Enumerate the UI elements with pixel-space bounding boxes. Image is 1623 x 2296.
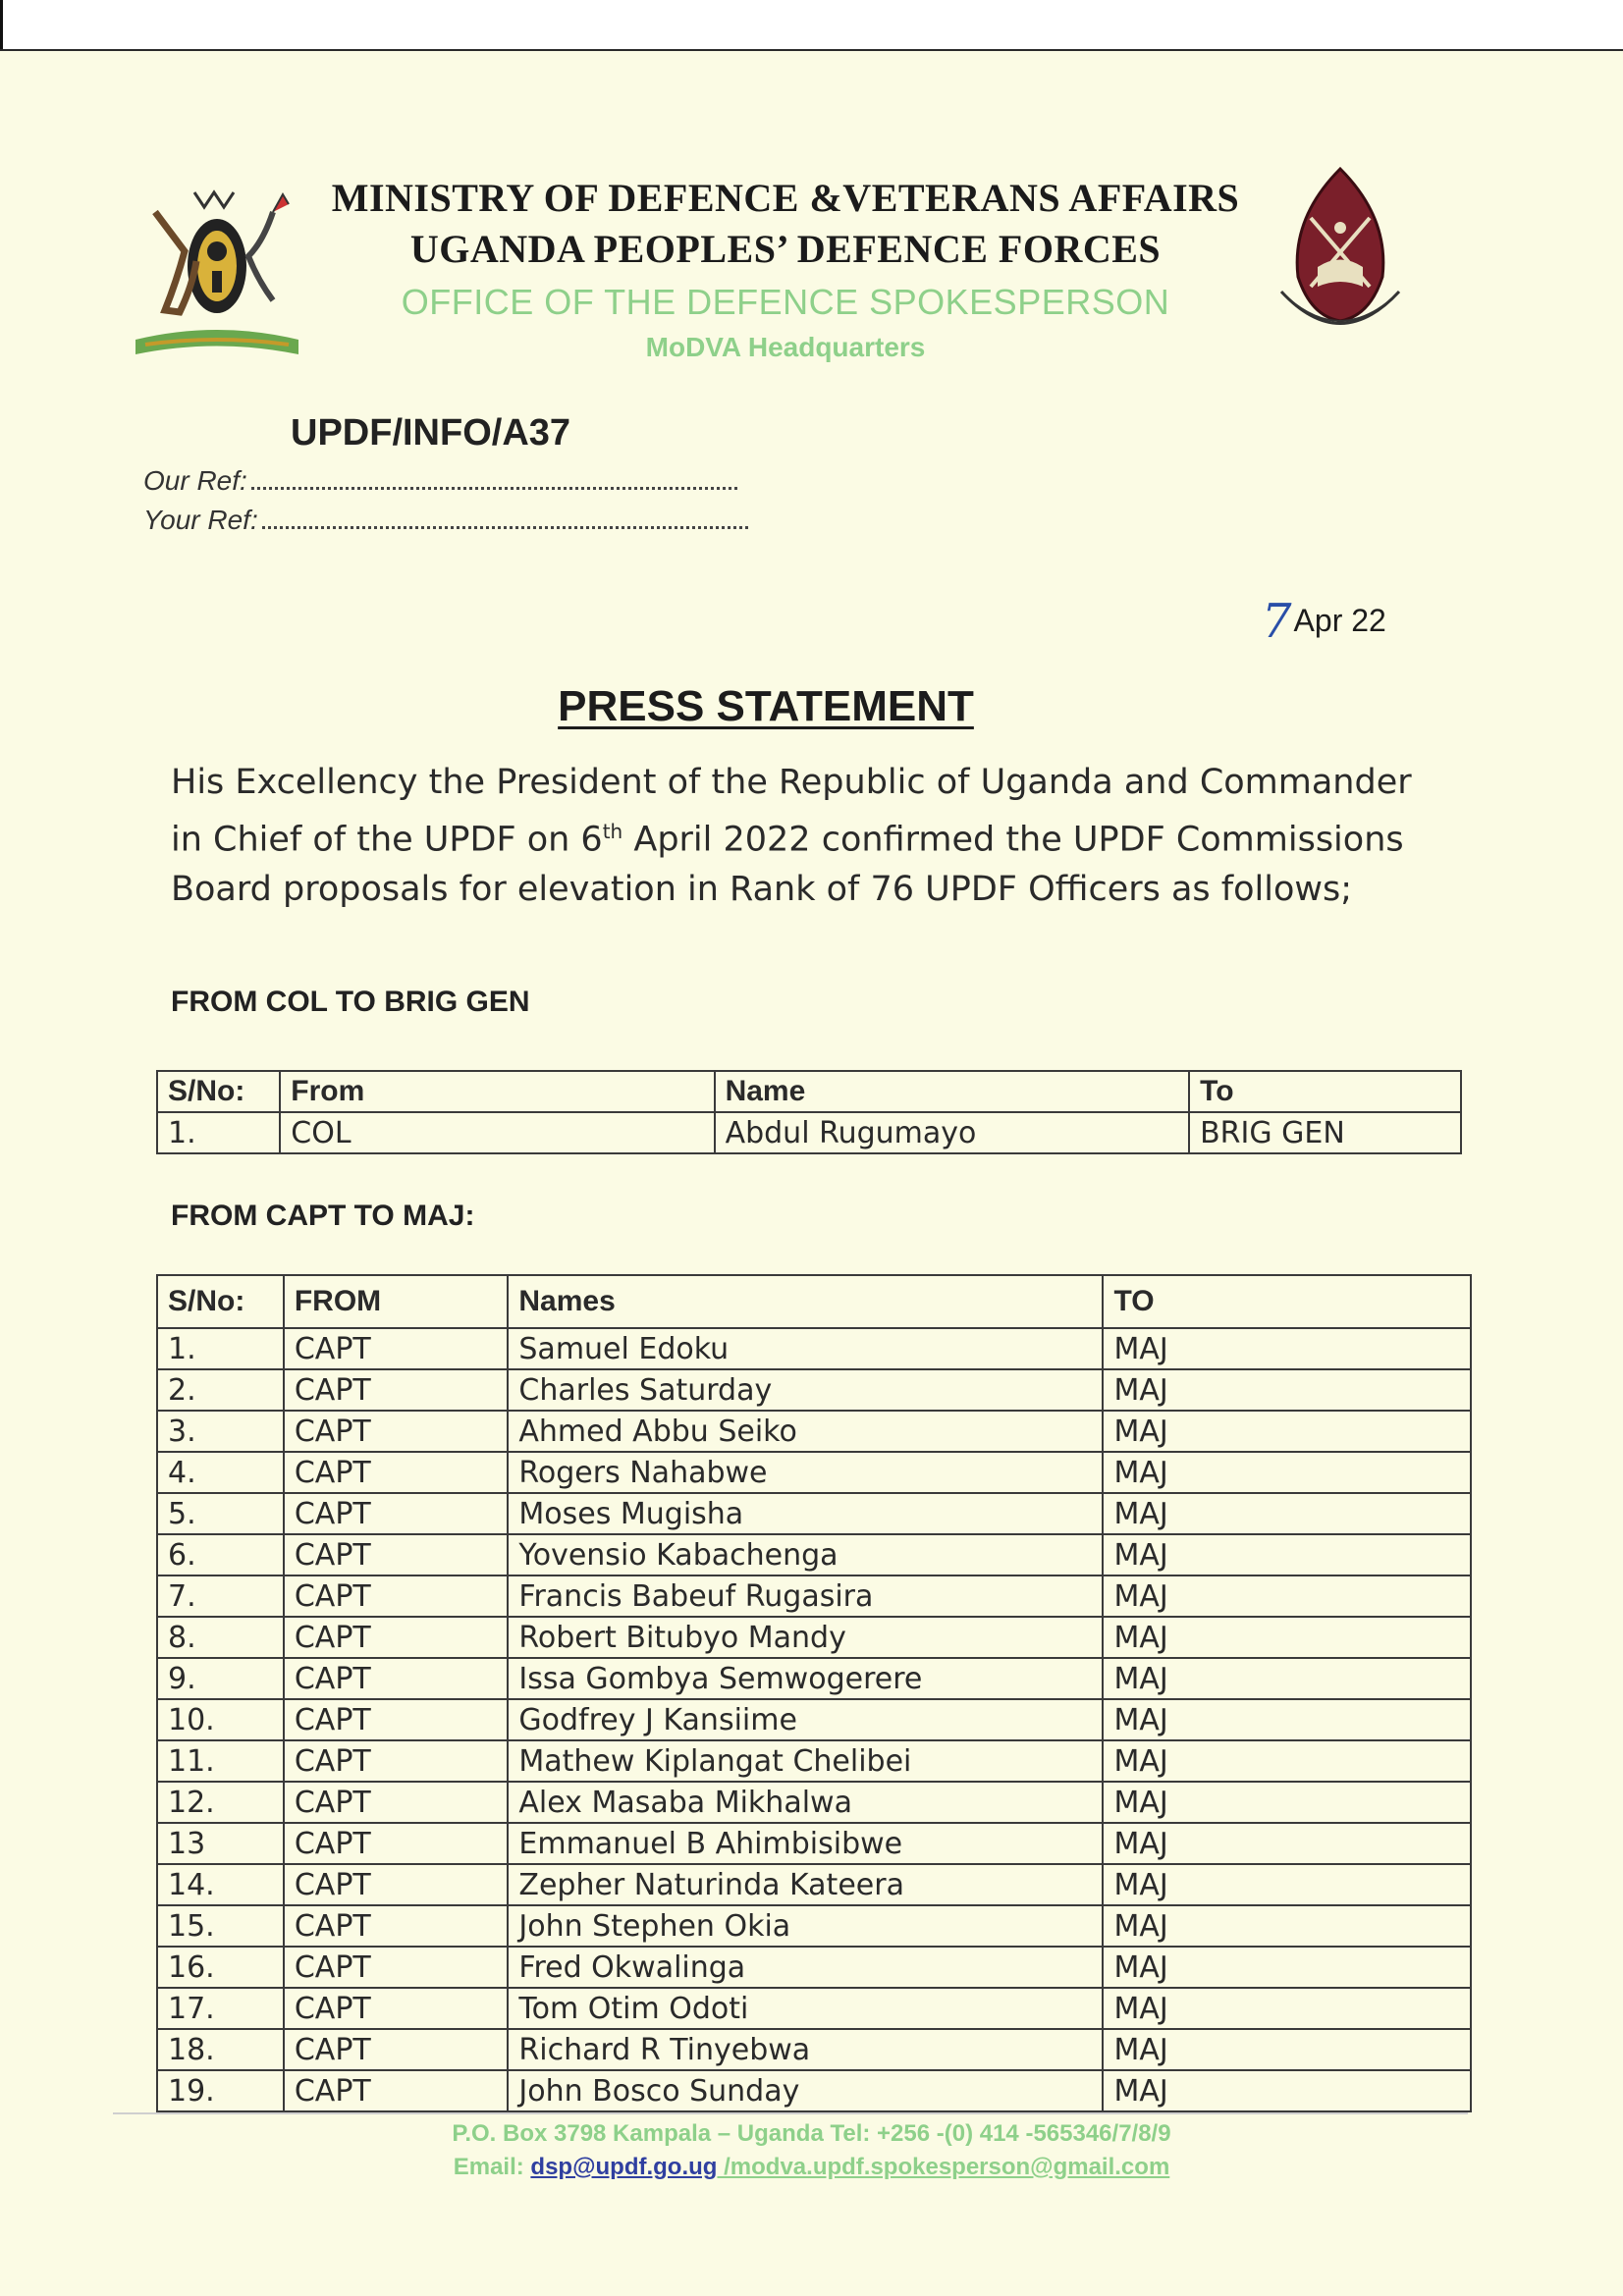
table-row [157,1740,1471,1782]
cell-name: Tom Otim Odoti [508,1988,1103,2029]
cell-sno: 2. [157,1369,284,1411]
col-header-sno: S/No: [157,1275,284,1328]
footer-divider [113,2112,1468,2114]
cell-from: CAPT [284,1864,509,1905]
table-row [157,1534,1471,1575]
cell-from: CAPT [284,1988,509,2029]
cell-from: CAPT [284,1740,509,1782]
cell-from: CAPT [284,1699,509,1740]
cell-from: CAPT [284,2029,509,2070]
cell-to: MAJ [1103,1369,1471,1411]
updf-emblem-icon [1267,159,1414,355]
table-header-row [157,1071,1461,1112]
section-heading-col-brig-gen: FROM COL TO BRIG GEN [171,986,530,1018]
updf-heading: UGANDA PEOPLES’ DEFENCE FORCES [409,227,1162,271]
section-heading-capt-maj: FROM CAPT TO MAJ: [171,1200,475,1232]
cell-from: CAPT [284,1369,509,1411]
table-row [157,1493,1471,1534]
cell-to: MAJ [1103,1699,1471,1740]
cell-sno: 7. [157,1575,284,1617]
table-row [157,2029,1471,2070]
col-to-brig-gen-table [156,1070,1462,1154]
cell-sno: 9. [157,1658,284,1699]
date-rest: Apr 22 [1293,603,1386,638]
table-row [157,1369,1471,1411]
cell-from: COL [280,1112,714,1153]
table-row [157,1328,1471,1369]
cell-name: Alex Masaba Mikhalwa [508,1782,1103,1823]
your-ref-label: Your Ref: [143,505,258,535]
cell-to: MAJ [1103,1905,1471,1947]
cell-name: Fred Okwalinga [508,1947,1103,1988]
cell-to: MAJ [1103,1823,1471,1864]
cell-name: Issa Gombya Semwogerere [508,1658,1103,1699]
cell-to: MAJ [1103,1575,1471,1617]
cell-from: CAPT [284,2070,509,2111]
cell-sno: 11. [157,1740,284,1782]
cell-from: CAPT [284,1823,509,1864]
cell-to: MAJ [1103,1658,1471,1699]
office-heading: OFFICE OF THE DEFENCE SPOKESPERSON [401,282,1170,322]
cell-from: CAPT [284,1411,509,1452]
cell-sno: 5. [157,1493,284,1534]
cell-sno: 4. [157,1452,284,1493]
col-header-to: TO [1103,1275,1471,1328]
cell-from: CAPT [284,1782,509,1823]
cell-to: MAJ [1103,1740,1471,1782]
cell-name: Moses Mugisha [508,1493,1103,1534]
statement-body [171,758,1447,914]
col-header-from: From [280,1071,714,1112]
cell-from: CAPT [284,1905,509,1947]
cell-name: John Stephen Okia [508,1905,1103,1947]
email-label: Email: [453,2154,531,2180]
cell-from: CAPT [284,1947,509,1988]
cell-to: MAJ [1103,1782,1471,1823]
cell-sno: 12. [157,1782,284,1823]
your-ref-dots [262,505,748,529]
body-text-1: His Excellency the President of the Republic of Uganda and Commander in Chief of the UPDF on 6 [171,763,1412,860]
body-superscript: th [602,820,623,843]
col-header-sno: S/No: [157,1071,280,1112]
ministry-heading: MINISTRY OF DEFENCE &VETERANS AFFAIRS [331,176,1240,220]
col-header-name: Name [715,1071,1190,1112]
cell-sno: 13 [157,1823,284,1864]
table-row [157,1617,1471,1658]
cell-from: CAPT [284,1328,509,1369]
cell-sno: 1. [157,1112,280,1153]
cell-to: MAJ [1103,1328,1471,1369]
cell-sno: 1. [157,1328,284,1369]
cell-name: Emmanuel B Ahimbisibwe [508,1823,1103,1864]
cell-from: CAPT [284,1493,509,1534]
cell-sno: 14. [157,1864,284,1905]
cell-name: Abdul Rugumayo [715,1112,1190,1153]
cell-name: Ahmed Abbu Seiko [508,1411,1103,1452]
table-row [157,1823,1471,1864]
cell-name: John Bosco Sunday [508,2070,1103,2111]
our-ref-label: Our Ref: [143,465,247,496]
table-row [157,1988,1471,2029]
cell-to: MAJ [1103,2029,1471,2070]
table-row [157,1575,1471,1617]
table-row [157,1864,1471,1905]
cell-to: MAJ [1103,1617,1471,1658]
table-row [157,1782,1471,1823]
cell-name: Francis Babeuf Rugasira [508,1575,1103,1617]
our-ref-dots [251,465,737,490]
cell-name: Samuel Edoku [508,1328,1103,1369]
cell-sno: 19. [157,2070,284,2111]
cell-to: BRIG GEN [1189,1112,1461,1153]
cell-sno: 16. [157,1947,284,1988]
cell-from: CAPT [284,1658,509,1699]
col-header-names: Names [508,1275,1103,1328]
cell-name: Rogers Nahabwe [508,1452,1103,1493]
cell-to: MAJ [1103,1864,1471,1905]
table-row [157,2070,1471,2111]
capt-to-maj-table [156,1274,1472,2112]
cell-to: MAJ [1103,1452,1471,1493]
cell-sno: 17. [157,1988,284,2029]
cell-to: MAJ [1103,1988,1471,2029]
table-row [157,1452,1471,1493]
statement-date [1262,594,1386,649]
reference-code: UPDF/INFO/A37 [291,412,571,454]
your-ref-line [143,505,748,536]
table-row [157,1411,1471,1452]
email-link-dsp[interactable]: dsp@updf.go.ug [530,2154,718,2180]
email-link-gmail[interactable]: /modva.updf.spokesperson@gmail.com [717,2154,1170,2180]
footer-address: P.O. Box 3798 Kampala – Uganda Tel: +256 -(0) 414 -565346/7/8/9 [452,2120,1171,2147]
cell-from: CAPT [284,1575,509,1617]
cell-sno: 3. [157,1411,284,1452]
cell-to: MAJ [1103,1534,1471,1575]
cell-name: Zepher Naturinda Kateera [508,1864,1103,1905]
cell-to: MAJ [1103,1493,1471,1534]
table-row [157,1112,1461,1153]
cell-to: MAJ [1103,2070,1471,2111]
hq-subheading: MoDVA Headquarters [645,332,926,362]
cell-name: Richard R Tinyebwa [508,2029,1103,2070]
table-header-row [157,1275,1471,1328]
table-row [157,1905,1471,1947]
cell-sno: 15. [157,1905,284,1947]
cell-to: MAJ [1103,1947,1471,1988]
footer-email [0,2154,1623,2181]
cell-name: Yovensio Kabachenga [508,1534,1103,1575]
cell-name: Charles Saturday [508,1369,1103,1411]
cell-sno: 10. [157,1699,284,1740]
cell-name: Godfrey J Kansiime [508,1699,1103,1740]
table-row [157,1947,1471,1988]
cell-from: CAPT [284,1617,509,1658]
cell-to: MAJ [1103,1411,1471,1452]
our-ref-line [143,465,737,497]
cell-sno: 18. [157,2029,284,2070]
page-title: PRESS STATEMENT [558,682,974,730]
cell-from: CAPT [284,1452,509,1493]
cell-name: Robert Bitubyo Mandy [508,1617,1103,1658]
cell-from: CAPT [284,1534,509,1575]
col-header-from: FROM [284,1275,509,1328]
cell-sno: 8. [157,1617,284,1658]
scan-edge-line [0,49,1623,51]
table-row [157,1658,1471,1699]
handwritten-day: 7 [1262,594,1292,649]
cell-sno: 6. [157,1534,284,1575]
scan-corner-mark [0,0,3,51]
cell-name: Mathew Kiplangat Chelibei [508,1740,1103,1782]
scan-margin [0,0,1623,49]
uganda-coat-of-arms-icon [126,173,308,365]
body-text-2: April 2022 confirmed the UPDF Commissions Board proposals for elevation in Rank of 76 UPDF Officers as follows; [171,820,1404,909]
table-row [157,1699,1471,1740]
col-header-to: To [1189,1071,1461,1112]
